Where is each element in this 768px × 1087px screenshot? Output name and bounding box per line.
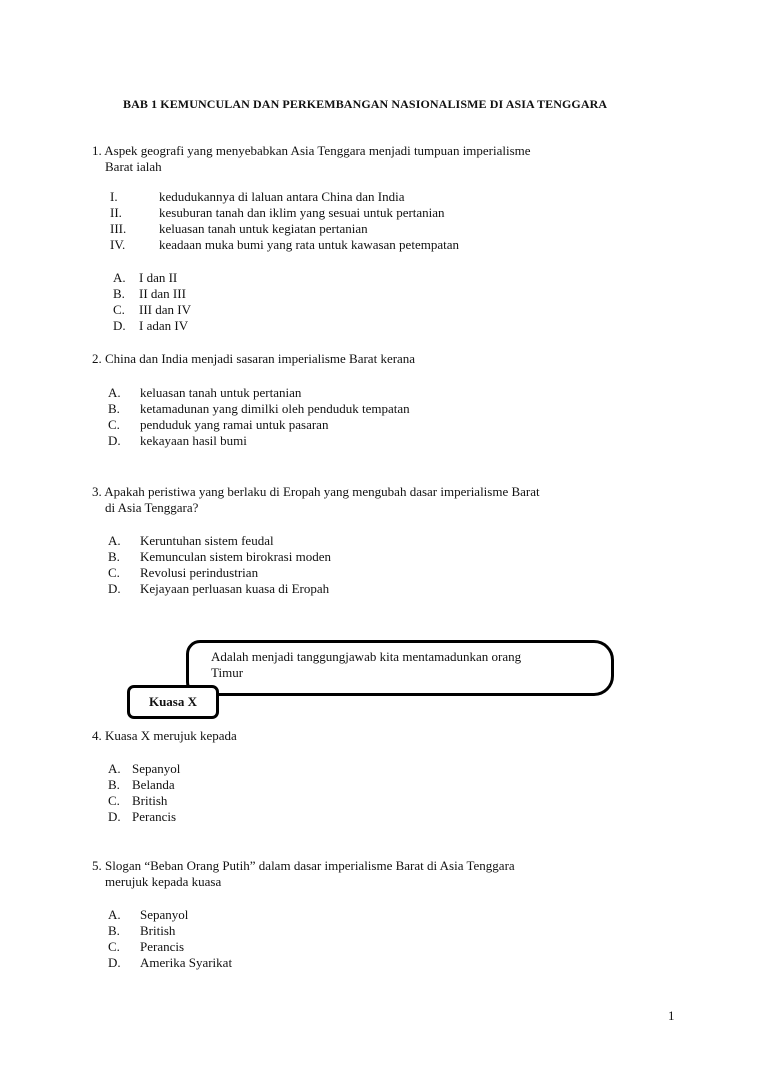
- q3-option-letter: A.: [108, 533, 121, 548]
- q2-option-letter: C.: [108, 417, 120, 432]
- q2-option-letter: B.: [108, 401, 120, 416]
- question-1-stem-line1: 1. Aspek geografi yang menyebabkan Asia Tenggara menjadi tumpuan imperialisme: [92, 143, 531, 158]
- q1-option-letter: C.: [113, 302, 125, 317]
- q4-option-text: British: [132, 793, 168, 808]
- q3-option-letter: D.: [108, 581, 121, 596]
- q1-statement-text: kedudukannya di laluan antara China dan India: [159, 189, 405, 204]
- q4-option-letter: C.: [108, 793, 120, 808]
- q4-option-text: Belanda: [132, 777, 175, 792]
- q3-option-letter: C.: [108, 565, 120, 580]
- q1-option-letter: A.: [113, 270, 126, 285]
- q1-option-text: II dan III: [139, 286, 186, 301]
- speech-line-1: Adalah menjadi tanggungjawab kita mentamadunkan orang: [211, 649, 522, 664]
- q1-option-text: III dan IV: [139, 302, 191, 317]
- q3-option-text: Kemunculan sistem birokrasi moden: [140, 549, 331, 564]
- q2-option-letter: A.: [108, 385, 121, 400]
- q5-option-letter: C.: [108, 939, 120, 954]
- q1-statement-num: I.: [110, 189, 118, 204]
- q5-option-letter: B.: [108, 923, 120, 938]
- q2-option-text: penduduk yang ramai untuk pasaran: [140, 417, 329, 432]
- q1-statement-text: keluasan tanah untuk kegiatan pertanian: [159, 221, 368, 236]
- q5-option-text: Amerika Syarikat: [140, 955, 233, 970]
- q3-option-text: Keruntuhan sistem feudal: [140, 533, 274, 548]
- q1-statement-num: III.: [110, 221, 127, 236]
- q4-option-letter: D.: [108, 809, 121, 824]
- q1-statement-text: kesuburan tanah dan iklim yang sesuai untuk pertanian: [159, 205, 445, 220]
- q2-option-text: kekayaan hasil bumi: [140, 433, 247, 448]
- question-5-stem-line1: 5. Slogan “Beban Orang Putih” dalam dasar imperialisme Barat di Asia Tenggara: [92, 858, 515, 873]
- q4-option-letter: B.: [108, 777, 120, 792]
- question-5-stem-line2: merujuk kepada kuasa: [105, 874, 222, 889]
- question-2-stem: 2. China dan India menjadi sasaran imperialisme Barat kerana: [92, 351, 416, 366]
- q5-option-text: Sepanyol: [140, 907, 189, 922]
- page-number: 1: [668, 1008, 675, 1023]
- q4-option-text: Perancis: [132, 809, 177, 824]
- q5-option-text: British: [140, 923, 176, 938]
- q4-option-letter: A.: [108, 761, 121, 776]
- q1-option-text: I adan IV: [139, 318, 189, 333]
- q2-option-text: keluasan tanah untuk pertanian: [140, 385, 302, 400]
- question-1-stem-line2: Barat ialah: [105, 159, 162, 174]
- q3-option-text: Kejayaan perluasan kuasa di Eropah: [140, 581, 330, 596]
- q3-option-text: Revolusi perindustrian: [140, 565, 259, 580]
- q5-option-letter: D.: [108, 955, 121, 970]
- question-4-stem: 4. Kuasa X merujuk kepada: [92, 728, 237, 743]
- q4-option-text: Sepanyol: [132, 761, 181, 776]
- q2-option-text: ketamadunan yang dimilki oleh penduduk tempatan: [140, 401, 410, 416]
- q1-statement-num: IV.: [110, 237, 126, 252]
- q1-statement-text: keadaan muka bumi yang rata untuk kawasan petempatan: [159, 237, 459, 252]
- q3-option-letter: B.: [108, 549, 120, 564]
- chapter-title: BAB 1 KEMUNCULAN DAN PERKEMBANGAN NASIONALISME DI ASIA TENGGARA: [123, 97, 608, 111]
- question-3-stem-line2: di Asia Tenggara?: [105, 500, 199, 515]
- q1-option-text: I dan II: [139, 270, 178, 285]
- q2-option-letter: D.: [108, 433, 121, 448]
- q1-option-letter: D.: [113, 318, 126, 333]
- question-3-stem-line1: 3. Apakah peristiwa yang berlaku di Eropah yang mengubah dasar imperialisme Barat: [92, 484, 540, 499]
- q5-option-letter: A.: [108, 907, 121, 922]
- q1-option-letter: B.: [113, 286, 125, 301]
- speaker-label: Kuasa X: [148, 694, 198, 709]
- q1-statement-num: II.: [110, 205, 122, 220]
- speech-line-2: Timur: [211, 665, 244, 680]
- q5-option-text: Perancis: [140, 939, 185, 954]
- speaker-label-box: [127, 685, 219, 719]
- speech-bubble-text: [211, 649, 591, 681]
